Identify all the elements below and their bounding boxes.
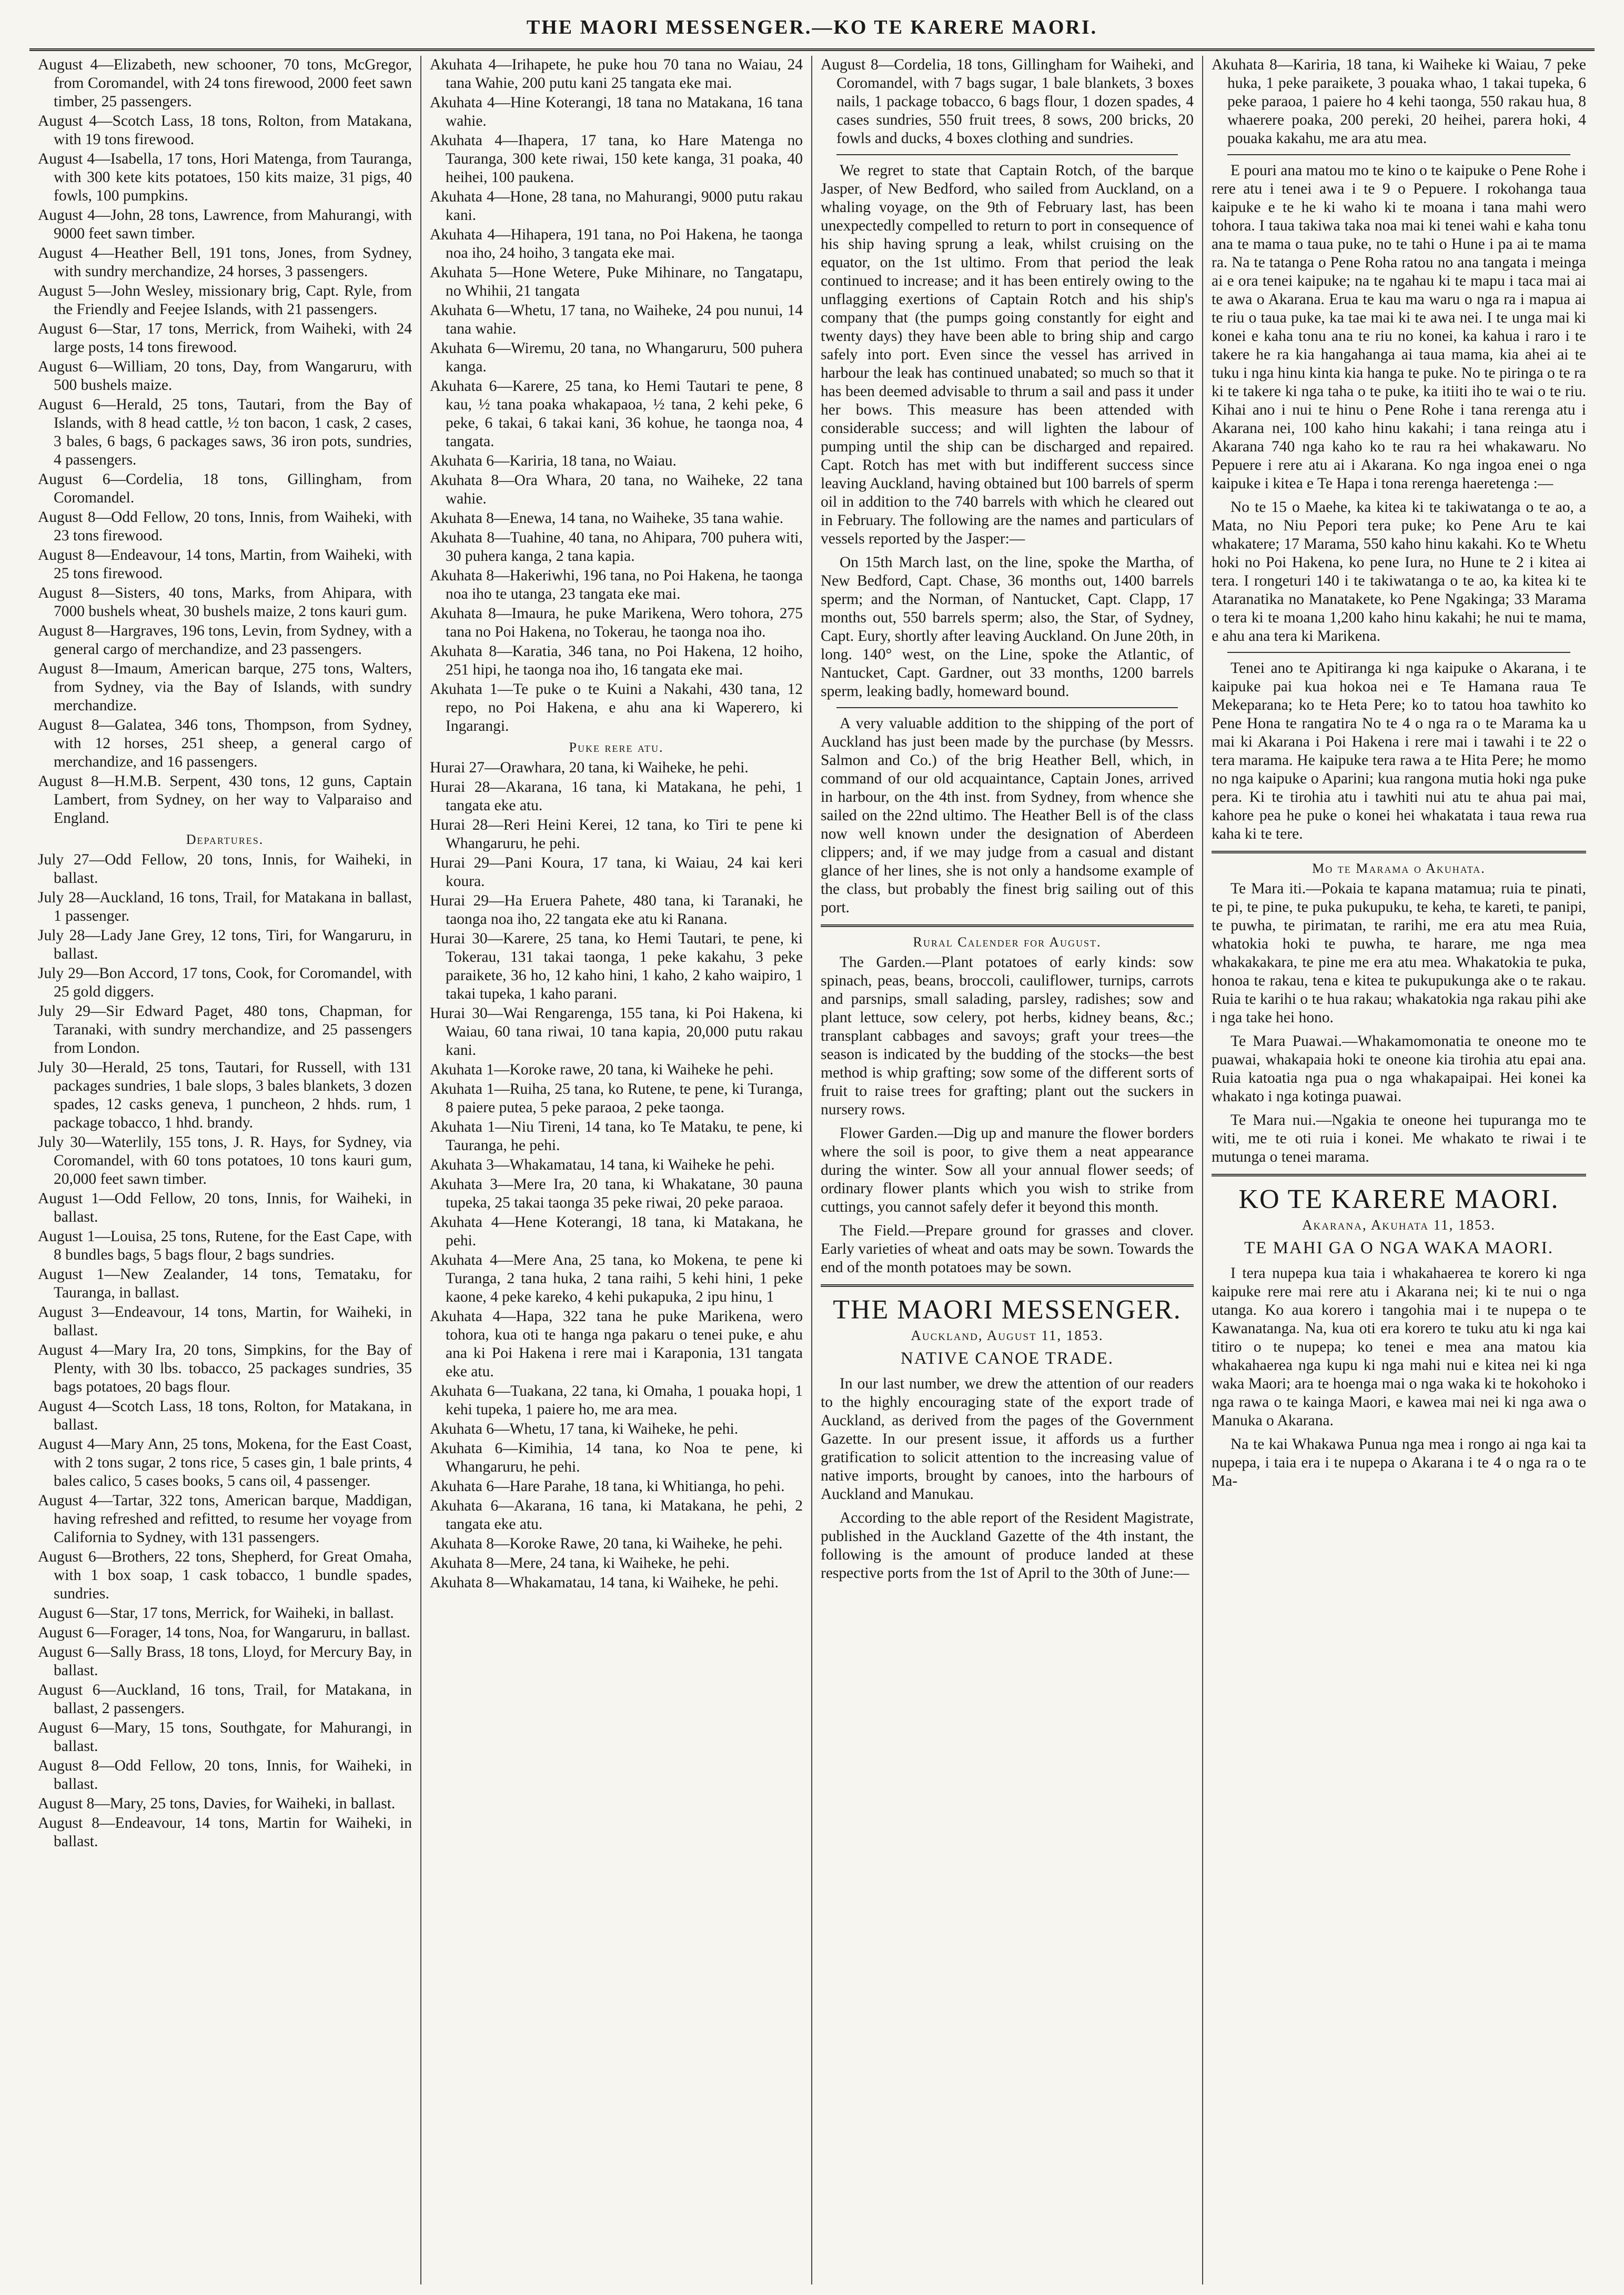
shipping-entry: Akuhata 8—Mere, 24 tana, ki Waiheke, he pehi. xyxy=(430,1555,730,1572)
shipping-entry: Akuhata 8—Whakamatau, 14 tana, ki Waiheke, he pehi. xyxy=(430,1574,779,1591)
shipping-entry: August 4—Tartar, 322 tons, American barque, Maddigan, having refreshed and refitted, to resume her voyage from California to Sydney, with 131 passengers. xyxy=(38,1492,412,1546)
rural-calendar-heading: Rural Calender for August. xyxy=(913,934,1102,950)
paragraph: We regret to state that Captain Rotch, of the barque Jasper, of New Bedford, who sailed from Auckland, on a whaling voyage, on the 9th of February last, has been unexpectedly compelled to return to port in consequence of his ship having sprung a leak, whilst cruising on the equator, on the 1st ultimo. From that period the leak continued to increase; and it has been entirely owing to the unflagging exertions of Captain Rotch and his ship's company that (the pumps going constantly for eight and twenty days) they have been able to bring ship and cargo safely into port. Even since the vessel has arrived in harbour the leak has continued unabated; so much so that it has been deemed advisable to thrum a sail and pass it under her bows. This measure has been attended with considerable success; and will lighten the labour of pumping until the ship can be discharged and repaired. Capt. Rotch has met with but indifferent success since leaving Auckland, having obtained but 100 barrels of sperm oil in addition to the 740 barrels with which he cleared out in February. The following are the names and particulars of vessels reported by the Jasper:— xyxy=(821,162,1194,547)
shipping-entry: Akuhata 1—Te puke o te Kuini a Nakahi, 430 tana, 12 repo, no Poi Hakena, e ahu ana ki Waperero, ki Ingarangi. xyxy=(430,681,803,734)
maori-departures-heading: Puke rere atu. xyxy=(569,740,664,755)
paragraph: Te Mara nui.—Ngakia te oneone hei tupuranga mo te witi, me te oti ruia i konei. Me whakato te riwai i te mutunga o tenei marama. xyxy=(1212,1112,1586,1165)
masthead-english: THE MAORI MESSENGER. xyxy=(833,1295,1182,1325)
paragraph: Na te kai Whakawa Punua nga mea i rongo ai nga kai ta nupepa, i taia era i te nupepa o Akarana i te 4 o nga ra o te Ma- xyxy=(1212,1436,1586,1489)
divider xyxy=(821,1284,1194,1287)
shipping-entry: Akuhata 6—Whetu, 17 tana, no Waiheke, 24 pou nunui, 14 tana wahie. xyxy=(430,302,803,337)
shipping-entry: Akuhata 4—Mere Ana, 25 tana, ko Mokena, te pene ki Turanga, 2 tana huka, 2 tana raihi, 5 kehi hini, 1 peke kaone, 4 peke kareko, 4 kehi pukapuka, 2 ipu hinu, 1 xyxy=(430,1252,803,1305)
article-title-maori: TE MAHI GA O NGA WAKA MAORI. xyxy=(1244,1239,1554,1257)
shipping-entry: August 4—Heather Bell, 191 tons, Jones, from Sydney, with sundry merchandize, 24 horses, 3 passengers. xyxy=(38,245,412,280)
shipping-entry: Hurai 28—Reri Heini Kerei, 12 tana, ko Tiri te pene ki Whangaruru, he pehi. xyxy=(430,817,803,852)
paragraph: The Garden.—Plant potatoes of early kinds: sow spinach, peas, beans, broccoli, cauliflower, turnips, carrots and parsnips, small salading, parsley, radishes; sow and plant lettuce, sow celery, pot herbs, kidney beans, &c.; transplant cabbages and savoys; graft your trees—the season is indicated by the budding of the stocks—the best method is whip grafting; sow some of the different sorts of fruit to raise trees for grafting; plant out the suckers in nursery rows. xyxy=(821,954,1194,1118)
divider xyxy=(836,154,1178,155)
departures-list xyxy=(38,851,412,1851)
shipping-entry: July 27—Odd Fellow, 20 tons, Innis, for Waiheki, in ballast. xyxy=(38,851,412,887)
shipping-entry: August 8—Galatea, 346 tons, Thompson, from Sydney, with 12 horses, 251 sheep, a general cargo of merchandize, and 16 passengers. xyxy=(38,717,412,770)
heather-bell-article-maori: Tenei ano te Apitiranga ki nga kaipuke o Akarana, i te kaipuke pai kua hokoa nei e Te Hamana raua Te Mekeparana; ko te Heta Pere; ko to tatou hoa tawhito ko Pene Hona te rangatira No te 4 o nga ra o te Marama ka u mai ki Akarana i Poi Hakena i rere mai i tawahi i te 22 o tera marama. He kaipuke tera rawa a te Hita Pere; he momo no nga kaipuke o Aparini; kua rangona mutia hoki nga puke pera. Ki te tirohia atu i tawhiti nui atu te ahua pai mai, kahore pea he puke o konei hei whakatata i taua rewa rua kaha ki te tere. xyxy=(1212,660,1586,842)
dateline-maori: Akarana, Akuhata 11, 1853. xyxy=(1302,1217,1496,1233)
paragraph: The Field.—Prepare ground for grasses and clover. Early varieties of wheat and oats may be sown. Towards the end of the month potatoes may be sown. xyxy=(821,1222,1194,1276)
shipping-entry: Akuhata 4—Hone, 28 tana, no Mahurangi, 9000 putu rakau kani. xyxy=(430,188,803,224)
shipping-entry: August 8—Odd Fellow, 20 tons, Innis, from Waiheki, with 23 tons firewood. xyxy=(38,509,412,544)
shipping-entry: Akuhata 8—Kariria, 18 tana, ki Waiheke ki Waiau, 7 peke huka, 1 peke paraikete, 3 pouaka whao, 1 takai tupeka, 6 peke paraoa, 1 paiere ho 4 kehi taonga, 550 rakau hua, 8 whaerere poaka, 200 pereki, 20 heihei, parera hoki, 4 pouaka kakahu, me ara atu mea. xyxy=(1212,56,1586,147)
shipping-entry: Hurai 30—Karere, 25 tana, ko Hemi Tautari, te pene, ki Tokerau, 131 takai taonga, 1 peke kakahu, 3 peke paraikete, 36 ho, 12 kaho hini, 1 kaho, 2 kaho waipiro, 1 takai tupeka, 1 kaho parani. xyxy=(430,930,803,1002)
shipping-entry: August 4—Mary Ann, 25 tons, Mokena, for the East Coast, with 2 tons sugar, 2 tons rice, 5 cases gin, 1 bale prints, 4 bales calico, 5 cases books, 5 cans oil, 4 passenger. xyxy=(38,1436,412,1489)
maori-departures-list xyxy=(430,759,803,1592)
shipping-entry: August 8—H.M.B. Serpent, 430 tons, 12 guns, Captain Lambert, from Sydney, on her way to Valparaiso and England. xyxy=(38,773,412,827)
shipping-entry: August 8—Endeavour, 14 tons, Martin, from Waiheki, with 25 tons firewood. xyxy=(38,547,412,582)
shipping-entry: Akuhata 3—Whakamatau, 14 tana, ki Waiheke he pehi. xyxy=(430,1156,775,1173)
shipping-entry: August 6—Star, 17 tons, Merrick, from Waiheki, with 24 large posts, 14 tons firewood. xyxy=(38,320,412,356)
shipping-entry: July 30—Waterlily, 155 tons, J. R. Hays, for Sydney, via Coromandel, with 60 tons potatoes, 10 tons kauri gum, 20,000 feet sawn timber. xyxy=(38,1134,412,1187)
canoe-trade-article-maori xyxy=(1212,1264,1586,1491)
jasper-article-maori: E pouri ana matou mo te kino o te kaipuke o Pene Rohe i rere atu i tenei awa i te 9 o Pepuere. I rokohanga taua kaipuke e te he ki waho ki te moana i tana mahi wero tohora. I taua takiwa taka noa mai ki tenei wahi e kaha tonu ana te mama o taua puke, no te tahi o Hune i pa ai te mama ra. Na te tatanga o Pene Roha ratou no ana tangata i meinga ai e ora tenei kaipuke; na te ngahau ki te mapu i taca mai ai te awa o Akarana. Erua te kau ma waru o nga ra i mapua ai te riu o taua puke, ka tae mai ki te awa nei. I te unga mai ki konei e kaha tonu ana te riu no konei, ka kahua i raro i te takere he ra kia hangahanga ai taua mama, kia ahei ai te tuku i nga hinu kinta kia hanga te puke. No te piringa o te ra ki te takere ki nga taha o te puke, ka itiiti iho te wai o te riu. Kihai ano i nui te hinu o Pene Rohe i tana rerenga atu i Akarana nei, 100 kaho hinu kakahi; i tana reinga atu i Akarana 740 nga kaho ko te rau ra hei whakawaru. No Pepuere i rere atu ai i Akarana. Ko nga ingoa enei o nga kaipuke i kitea e Te Hapa i tona rerenga haeretenga :— xyxy=(1212,162,1586,492)
arrivals-list xyxy=(38,56,412,828)
shipping-entry: Akuhata 6—Akarana, 16 tana, ki Matakana, he pehi, 2 tangata eke atu. xyxy=(430,1497,803,1533)
divider xyxy=(1227,154,1570,155)
shipping-entry: Akuhata 6—Whetu, 17 tana, ki Waiheke, he pehi. xyxy=(430,1421,739,1437)
departures-heading: Departures. xyxy=(186,832,264,847)
columns xyxy=(29,56,1595,2284)
canoe-trade-article xyxy=(821,1375,1194,1583)
shipping-entry: Akuhata 4—Hene Koterangi, 18 tana, ki Matakana, he pehi. xyxy=(430,1214,803,1249)
shipping-entry: August 8—Hargraves, 196 tons, Levin, from Sydney, with a general cargo of merchandize, and 23 passengers. xyxy=(38,622,412,658)
rural-calendar xyxy=(821,953,1194,1277)
shipping-entry: August 4—Isabella, 17 tons, Hori Matenga, from Tauranga, with 300 kete kits potatoes, 150 kits maize, 31 pigs, 40 fowls, 100 pumpkins. xyxy=(38,150,412,204)
divider xyxy=(821,924,1194,927)
shipping-entry: August 6—Brothers, 22 tons, Shepherd, for Great Omaha, with 1 box soap, 1 cask tobacco, 1 bundle spades, sundries. xyxy=(38,1548,412,1602)
shipping-entry: Akuhata 8—Ora Whara, 20 tana, no Waiheke, 22 tana wahie. xyxy=(430,472,803,507)
divider xyxy=(1212,851,1586,853)
shipping-entry: Akuhata 4—Hapa, 322 tana he puke Marikena, wero tohora, kua oti te hanga nga pakaru o tenei puke, e ahu ana ki Poi Hakena i rere mai i Karaponia, 131 tangata eke atu. xyxy=(430,1308,803,1380)
paragraph: Te Mara Puawai.—Whakamomonatia te oneone mo te puawai, whakapaia hoki te oneone kia tirohia atu epai ana. Ruia katoatia nga pua o nga whakapaipai. Hei konei ka whakato i nga kotinga puawai. xyxy=(1212,1033,1586,1105)
shipping-entry: August 6—Sally Brass, 18 tons, Lloyd, for Mercury Bay, in ballast. xyxy=(38,1644,412,1679)
shipping-entry: August 6—William, 20 tons, Day, from Wangaruru, with 500 bushels maize. xyxy=(38,358,412,394)
column-1-english-shipping xyxy=(29,56,420,2284)
shipping-entry: August 6—Cordelia, 18 tons, Gillingham, from Coromandel. xyxy=(38,471,412,506)
shipping-entry: Akuhata 8—Hakeriwhi, 196 tana, no Poi Hakena, he taonga noa iho te utanga, 23 tangata eke mai. xyxy=(430,567,803,602)
paragraph: I tera nupepa kua taia i whakahaerea te korero ki nga kaipuke rere mai rere atu i Akarana nei; ki te nui o nga utanga. Ko aua korero i tangohia mai i te nupepa o te Kawanatanga. Na, kua oti era korero te tuku atu ki nga kai titiro o te nupepa; ko tenei e mea ana matou kia whakahaerea nga kupu ki nga mahi nui e kitea nei ki nga waka Maori; ara te hoenga mai o nga waka ki te hokohoko i nga rawa o te kainga Maori, e kawea mai nei ki nga awa o Manuka o Akarana. xyxy=(1212,1265,1586,1429)
paragraph: Flower Garden.—Dig up and manure the flower borders where the soil is poor, to give them a neat appearance during the winter. Sow all your annual flower seeds; of ordinary flower plants which you wish to strike from cuttings, you cannot safely defer it beyond this month. xyxy=(821,1125,1194,1215)
month-heading-maori: Mo te Marama o Akuhata. xyxy=(1312,861,1486,876)
shipping-entry: Akuhata 6—Hare Parahe, 18 tana, ki Whitianga, ho pehi. xyxy=(430,1478,785,1495)
shipping-entry: Akuhata 6—Karere, 25 tana, ko Hemi Tautari te pene, 8 kau, ½ tana poaka whakapaoa, ½ tana, 2 kehi peke, 6 peke, 6 takai, 6 takai kani, 36 kohue, he taonga noa, 4 tangata. xyxy=(430,378,803,450)
divider xyxy=(836,707,1178,708)
shipping-entry: August 1—New Zealander, 14 tons, Temataku, for Tauranga, in ballast. xyxy=(38,1266,412,1301)
shipping-entry: Akuhata 1—Koroke rawe, 20 tana, ki Waiheke he pehi. xyxy=(430,1061,774,1078)
month-calendar-maori xyxy=(1212,880,1586,1166)
shipping-entry: July 29—Bon Accord, 17 tons, Cook, for Coromandel, with 25 gold diggers. xyxy=(38,965,412,1000)
heather-bell-article: A very valuable addition to the shipping of the port of Auckland has just been made by the purchase (by Messrs. Salmon and Co.) of the brig Heather Bell, which, in command of our old acquaintance, Captain Jones, arrived in harbour, on the 4th inst. from Sydney, from whence she sailed on the 22nd ultimo. The Heather Bell is of the class now well known under the designation of Aberdeen clippers; and, if we may judge from a casual and distant glance of her lines, she is not only a handsome example of the class, but probably the finest brig sailing out of this port. xyxy=(821,715,1194,916)
shipping-entry: August 1—Odd Fellow, 20 tons, Innis, for Waiheki, in ballast. xyxy=(38,1190,412,1225)
shipping-entry: Akuhata 1—Niu Tireni, 14 tana, ko Te Mataku, te pene, ki Tauranga, he pehi. xyxy=(430,1119,803,1154)
shipping-entry: Hurai 30—Wai Rengarenga, 155 tana, ki Poi Hakena, ki Waiau, 60 tana riwai, 10 tana kapia, 20,000 putu rakau kani. xyxy=(430,1005,803,1059)
maori-arrivals-list xyxy=(430,56,803,736)
shipping-entry: August 5—John Wesley, missionary brig, Capt. Ryle, from the Friendly and Feejee Islands, with 21 passengers. xyxy=(38,283,412,318)
shipping-entry: August 3—Endeavour, 14 tons, Martin, for Waiheki, in ballast. xyxy=(38,1304,412,1339)
shipping-entry: August 6—Mary, 15 tons, Southgate, for Mahurangi, in ballast. xyxy=(38,1719,412,1755)
shipping-entry: August 4—John, 28 tons, Lawrence, from Mahurangi, with 9000 feet sawn timber. xyxy=(38,207,412,242)
shipping-entry: Akuhata 6—Wiremu, 20 tana, no Whangaruru, 500 puhera kanga. xyxy=(430,340,803,375)
shipping-entry: August 4—Elizabeth, new schooner, 70 tons, McGregor, from Coromandel, with 24 tons firewood, 2000 feet sawn timber, 25 passengers. xyxy=(38,56,412,110)
shipping-entry: July 28—Lady Jane Grey, 12 tons, Tiri, for Wangaruru, in ballast. xyxy=(38,927,412,962)
shipping-entry: Akuhata 4—Hine Koterangi, 18 tana no Matakana, 16 tana wahie. xyxy=(430,94,803,129)
column-2-maori-shipping xyxy=(420,56,811,2284)
dateline-english: Auckland, August 11, 1853. xyxy=(911,1327,1104,1343)
masthead-maori: KO TE KARERE MAORI. xyxy=(1238,1184,1559,1214)
shipping-entry: August 8—Endeavour, 14 tons, Martin for Waiheki, in ballast. xyxy=(38,1815,412,1850)
shipping-entry: Akuhata 8—Koroke Rawe, 20 tana, ki Waiheke, he pehi. xyxy=(430,1535,783,1552)
shipping-entry: Akuhata 6—Kariria, 18 tana, no Waiau. xyxy=(430,452,677,469)
divider xyxy=(1212,1174,1586,1176)
shipping-entry: August 6—Auckland, 16 tons, Trail, for Matakana, in ballast, 2 passengers. xyxy=(38,1682,412,1717)
shipping-entry: Akuhata 6—Kimihia, 14 tana, ko Noa te pene, ki Whangaruru, he pehi. xyxy=(430,1440,803,1475)
shipping-entry: Hurai 29—Ha Eruera Pahete, 480 tana, ki Taranaki, he taonga noa iho, 22 tangata eke atu ki Ranana. xyxy=(430,892,803,928)
shipping-entry: Akuhata 4—Irihapete, he puke hou 70 tana no Waiau, 24 tana Wahie, 200 putu kani 25 tangata eke mai. xyxy=(430,56,803,92)
shipping-entry: August 8—Cordelia, 18 tons, Gillingham for Waiheki, and Coromandel, with 7 bags sugar, 1 bale blankets, 3 boxes nails, 1 package tobacco, 6 bags flour, 1 dozen spades, 4 cases sundries, 550 fruit trees, 8 sows, 200 bricks, 20 fowls and ducks, 4 boxes clothing and sundries. xyxy=(821,56,1194,147)
shipping-entry: August 4—Scotch Lass, 18 tons, Rolton, from Matakana, with 19 tons firewood. xyxy=(38,113,412,148)
shipping-entry: Akuhata 3—Mere Ira, 20 tana, ki Whakatane, 30 pauna tupeka, 25 takai taonga 35 peke riwai, 20 peke paraoa. xyxy=(430,1176,803,1211)
paragraph: According to the able report of the Resident Magistrate, published in the Auckland Gazette of the 4th instant, the following is the amount of produce landed at these respective ports from the 1st of April to the 30th of June:— xyxy=(821,1509,1194,1582)
shipping-entry: August 4—Scotch Lass, 18 tons, Rolton, for Matakana, in ballast. xyxy=(38,1398,412,1433)
shipping-entry: August 8—Imaum, American barque, 275 tons, Walters, from Sydney, via the Bay of Islands, with sundry merchandize. xyxy=(38,660,412,714)
shipping-entry: July 28—Auckland, 16 tons, Trail, for Matakana in ballast, 1 passenger. xyxy=(38,889,412,924)
shipping-entry: August 6—Star, 17 tons, Merrick, for Waiheki, in ballast. xyxy=(38,1605,394,1622)
jasper-article-maori-2: No te 15 o Maehe, ka kitea ki te takiwatanga o te ao, a Mata, no Niu Pepori tera puke; ko Pene Aru te kai whakatere; 17 Marama, 550 kaho hinu kakahi. Ko te Whetu hoki no Poi Hakena, ko pene Iura, no Hune te 2 i kitea ai tera. I rongeturi 140 i te takiwatanga o te ao, ka kitea ki te Ataranatika no Manatakete, ko Pene Ngakinga; 33 Marama o tera ki te moana 1,200 kaho hinu kakahi; he nui te mama, e ahu ana tera ki Marikena. xyxy=(1212,499,1586,645)
shipping-entry: Akuhata 8—Enewa, 14 tana, no Waiheke, 35 tana wahie. xyxy=(430,510,784,527)
shipping-entry: Akuhata 1—Ruiha, 25 tana, ko Rutene, te pene, ki Turanga, 8 paiere putea, 5 peke paraoa, 2 peke taonga. xyxy=(430,1081,803,1116)
shipping-entry: July 29—Sir Edward Paget, 480 tons, Chapman, for Taranaki, with sundry merchandize, and 25 passengers from London. xyxy=(38,1003,412,1056)
column-4-maori-news xyxy=(1202,56,1595,2284)
paragraph: In our last number, we drew the attention of our readers to the highly encouraging state of the export trade of Auckland, as derived from the pages of the Government Gazette. In our present issue, it affords us a further gratification to solicit attention to the increasing value of native imports, brought by canoes, into the harbours of Auckland and Manukau. xyxy=(821,1375,1194,1503)
shipping-entry: Akuhata 8—Tuahine, 40 tana, no Ahipara, 700 puhera witi, 30 puhera kanga, 2 tana kapia. xyxy=(430,529,803,565)
shipping-entry: August 8—Mary, 25 tons, Davies, for Waiheki, in ballast. xyxy=(38,1795,396,1812)
shipping-entry: August 4—Mary Ira, 20 tons, Simpkins, for the Bay of Plenty, with 30 lbs. tobacco, 25 packages sundries, 35 bags potatoes, 20 bags flour. xyxy=(38,1342,412,1395)
shipping-entry: July 30—Herald, 25 tons, Tautari, for Russell, with 131 packages sundries, 1 bale slops, 3 bales blankets, 3 dozen spades, 12 casks geneva, 1 puncheon, 2 hhds. rum, 1 package tobacco, 1 hhd. brandy. xyxy=(38,1059,412,1131)
shipping-entry: Akuhata 4—Hihapera, 191 tana, no Poi Hakena, he taonga noa iho, 24 hoiho, 3 tangata eke mai. xyxy=(430,226,803,261)
running-head: THE MAORI MESSENGER.—KO TE KARERE MAORI. xyxy=(29,16,1595,51)
shipping-entry: August 8—Odd Fellow, 20 tons, Innis, for Waiheki, in ballast. xyxy=(38,1757,412,1793)
divider xyxy=(1227,652,1570,653)
shipping-entry: Hurai 28—Akarana, 16 tana, ki Matakana, he pehi, 1 tangata eke atu. xyxy=(430,779,803,814)
shipping-entry: Akuhata 6—Tuakana, 22 tana, ki Omaha, 1 pouaka hopi, 1 kehi tupeka, 1 paiere ho, me ara mea. xyxy=(430,1383,803,1418)
shipping-entry: August 1—Louisa, 25 tons, Rutene, for the East Cape, with 8 bundles bags, 5 bags flour, 2 bags sundries. xyxy=(38,1228,412,1263)
paragraph: On 15th March last, on the line, spoke the Martha, of New Bedford, Capt. Chase, 36 months out, 1400 barrels sperm; and the Norman, of Nantucket, Capt. Clapp, 17 months out, 550 barrels sperm; also, the Star, of Sydney, Capt. Eury, shortly after leaving Auckland. On June 20th, in long. 140° west, on the Line, spoke the Atlantic, of Nantucket, Capt. Gardner, out 33 months, 1200 barrels sperm, leaking badly, homeward bound. xyxy=(821,554,1194,700)
shipping-entry: Hurai 27—Orawhara, 20 tana, ki Waiheke, he pehi. xyxy=(430,759,749,776)
shipping-entry: Akuhata 4—Ihapera, 17 tana, ko Hare Matenga no Tauranga, 300 kete riwai, 150 kete kanga, 31 poaka, 40 heihei, 100 paukena. xyxy=(430,132,803,186)
shipping-entry: August 6—Forager, 14 tons, Noa, for Wangaruru, in ballast. xyxy=(38,1624,410,1641)
shipping-entry: August 6—Herald, 25 tons, Tautari, from the Bay of Islands, with 8 head cattle, ½ ton bacon, 1 cask, 2 cases, 3 bales, 6 bags, 6 packages saws, 36 iron pots, sundries, 4 passengers. xyxy=(38,396,412,468)
shipping-entry: Akuhata 5—Hone Wetere, Puke Mihinare, no Tangatapu, no Whihii, 21 tangata xyxy=(430,264,803,299)
jasper-article xyxy=(821,162,1194,701)
shipping-entry: Akuhata 8—Imaura, he puke Marikena, Wero tohora, 275 tana no Poi Hakena, no Tokerau, he taonga noa iho. xyxy=(430,605,803,640)
shipping-entry: Hurai 29—Pani Koura, 17 tana, ki Waiau, 24 kai keri koura. xyxy=(430,854,803,890)
article-title-english: NATIVE CANOE TRADE. xyxy=(901,1349,1114,1368)
column-3-english-news xyxy=(811,56,1202,2284)
shipping-entry: August 8—Sisters, 40 tons, Marks, from Ahipara, with 7000 bushels wheat, 30 bushels maize, 2 tons kauri gum. xyxy=(38,585,412,620)
shipping-entry: Akuhata 8—Karatia, 346 tana, no Poi Hakena, 12 hoiho, 251 hipi, he taonga noa iho, 16 tangata eke mai. xyxy=(430,643,803,678)
paragraph: Te Mara iti.—Pokaia te kapana matamua; ruia te pinati, te pi, te pine, te puka pukupuku, te keha, te kareti, te panipi, te puwha, te pirimatan, te rarihi, me era atu mea Ruia, whatokia hoki te puwha, te harare, me nga mea whakakakara, te pine me era atu mea. Whakatokia te puka, honoa te rakau, tena e kitea te pukupukunga ake o te rakau. Ruia te karihi o te hua rakau; whakatokia nga rakau pihi ake i nga take hei hono. xyxy=(1212,880,1586,1026)
